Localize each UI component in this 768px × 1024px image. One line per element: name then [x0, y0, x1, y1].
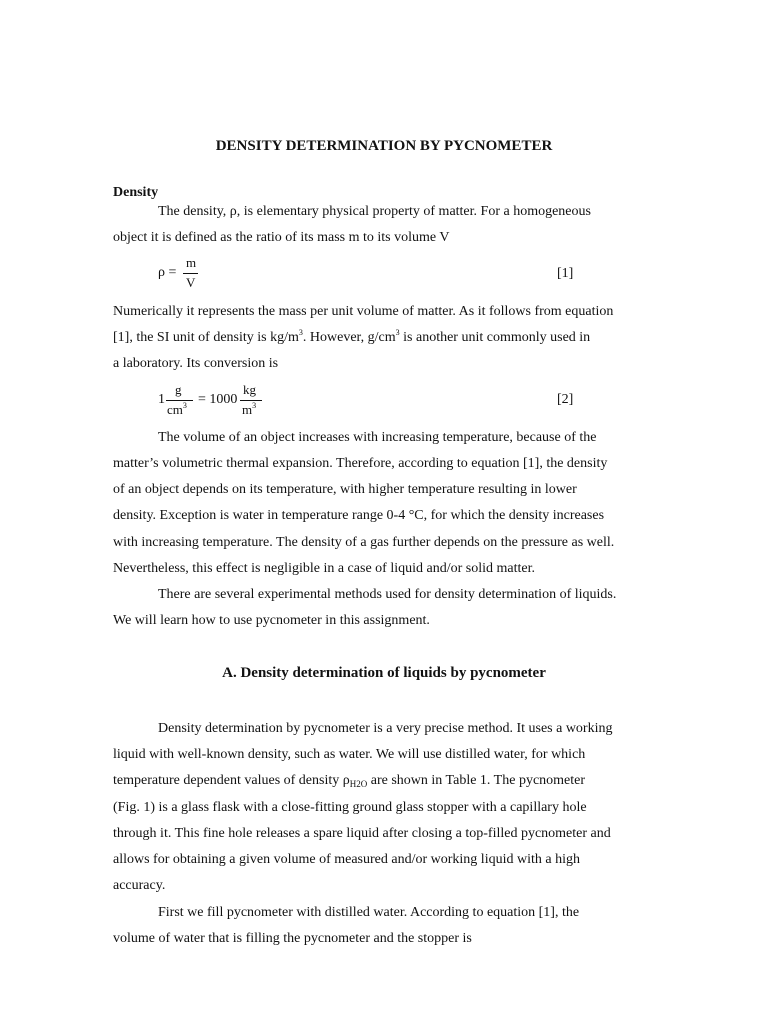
eq2-label: [2]	[557, 392, 574, 407]
paragraph-line: Nevertheless, this effect is negligible in a case of liquid and/or solid matter.	[113, 561, 535, 576]
eq2-denominator-2: $m^3$	[242, 401, 257, 417]
eq2-denominator-1: $cm^3$	[167, 401, 187, 417]
paragraph-line: through it. This fine hole releases a spare liquid after closing a top-filled pycnometer and	[113, 826, 611, 841]
eq2-fraction-line-2	[240, 400, 262, 401]
section-heading-a: A. Density determination of liquids by pycnometer	[222, 665, 546, 681]
eq1-fraction-line	[183, 273, 198, 274]
eq2-numerator-2: kg	[243, 382, 256, 397]
paragraph-line: (Fig. 1) is a glass flask with a close-fitting ground glass stopper with a capillary hole	[113, 800, 587, 815]
paragraph-line: The volume of an object increases with increasing temperature, because of the	[158, 430, 597, 445]
paragraph-line: with increasing temperature. The density of a gas further depends on the pressure as well.	[113, 535, 615, 550]
paragraph-line: of an object depends on its temperature, with higher temperature resulting in lower	[113, 482, 577, 497]
paragraph-line: accuracy.	[113, 878, 166, 893]
paragraph-line: matter’s volumetric thermal expansion. Therefore, according to equation [1], the density	[113, 456, 608, 471]
paragraph-line: density. Exception is water in temperature range 0-4 °C, for which the density increases	[113, 508, 605, 523]
paragraph-line: object it is defined as the ratio of its mass m to its volume V	[113, 230, 450, 245]
paragraph-line: a laboratory. Its conversion is	[113, 356, 279, 371]
paragraph-line: We will learn how to use pycnometer in this assignment.	[113, 613, 430, 628]
paragraph-line: temperature dependent values of density $\rho_{H2O}$ are shown in Table 1. The pycnometer	[113, 773, 586, 789]
eq2-one: 1	[158, 392, 165, 407]
paragraph-line: [1], the SI unit of density is $kg/m^3$. However, $g/cm^3$ is another unit commonly used in	[113, 328, 591, 345]
paragraph-line: Numerically it represents the mass per unit volume of matter. As it follows from equation	[113, 304, 614, 319]
paragraph-line: There are several experimental methods used for density determination of liquids.	[158, 587, 617, 602]
paragraph-line: volume of water that is filling the pycnometer and the stopper is	[113, 931, 472, 946]
eq1-denominator: V	[186, 275, 196, 290]
paragraph-line: The density, ρ, is elementary physical property of matter. For a homogeneous	[158, 204, 591, 219]
paragraph-line: liquid with well-known density, such as water. We will use distilled water, for which	[113, 747, 586, 762]
page-title: DENSITY DETERMINATION BY PYCNOMETER	[215, 138, 553, 154]
eq2-mid: = 1000	[198, 392, 238, 407]
density-heading: Density	[113, 185, 159, 200]
paragraph-line: First we fill pycnometer with distilled water. According to equation [1], the	[158, 905, 580, 920]
eq1-numerator: m	[186, 255, 197, 270]
paragraph-line: Density determination by pycnometer is a very precise method. It uses a working	[158, 721, 613, 736]
eq1-label: [1]	[557, 266, 574, 281]
paragraph-line: allows for obtaining a given volume of measured and/or working liquid with a high	[113, 852, 580, 867]
eq2-numerator-1: g	[175, 382, 182, 397]
eq2-fraction-line-1	[166, 400, 193, 401]
eq1-lhs: ρ =	[158, 265, 177, 280]
